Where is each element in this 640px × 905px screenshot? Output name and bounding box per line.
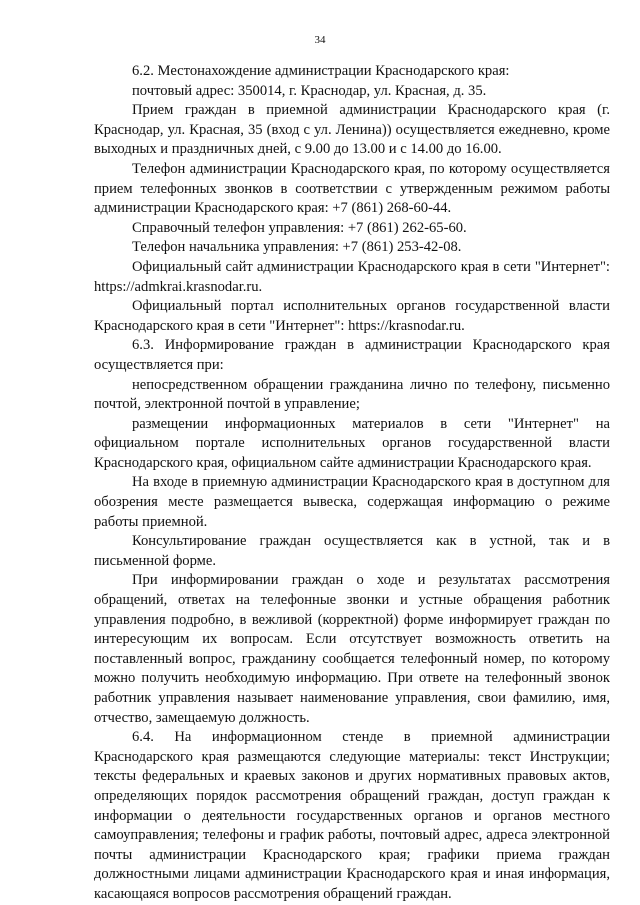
paragraph-6-2-heading: 6.2. Местонахождение администрации Краснодарского края:: [132, 63, 510, 79]
paragraph-official-site: Официальный сайт администрации Краснодарского края в сети "Интернет": https://admkrai.krasnodar.ru.: [94, 258, 610, 295]
paragraph-official-portal: Официальный портал исполнительных органов государственной власти Краснодарского края в сети "Интернет": https://krasnodar.ru.: [94, 298, 610, 334]
paragraph-informing-procedure: При информировании граждан о ходе и результатах рассмотрения обращений, ответах на телефонные звонки и устные обращения работник управления подробно, в вежливой (корректной) форме информирует граждан по интересующим их вопросам. Если отсутствует возможность ответить на поставленный вопрос, гражданину сообщается телефонный номер, по которому можно получить необходимую информацию. При ответе на телефонный звонок работник управления называет наименование управления, свои фамилию, имя, отчество, замещаемую должность.: [94, 572, 610, 726]
paragraph-reference-phone: Справочный телефон управления: +7 (861) 262-65-60.: [132, 219, 467, 236]
paragraph-head-phone: Телефон начальника управления: +7 (861) 253-42-08.: [132, 239, 462, 256]
paragraph-postal-address: почтовый адрес: 350014, г. Краснодар, ул. Красная, д. 35.: [132, 82, 487, 99]
paragraph-entrance-sign: На входе в приемную администрации Краснодарского края в доступном для обозрения месте размещается вывеска, содержащая информацию о режиме работы приемной.: [94, 474, 610, 530]
paragraph-consulting-form: Консультирование граждан осуществляется как в устной, так и в письменной форме.: [94, 533, 610, 569]
paragraph-6-3-heading: 6.3. Информирование граждан в администрации Краснодарского края осуществляется при:: [94, 337, 610, 373]
document-body: [94, 62, 610, 905]
page-number: 34: [314, 34, 326, 46]
paragraph-reception-hours: Прием граждан в приемной администрации Краснодарского края (г. Краснодар, ул. Красная, 35 (вход с ул. Ленина)) осуществляется ежедневно, кроме выходных и праздничных дней, с 9.00 до 13.00 и с 14.00 до 16.00.: [94, 102, 610, 158]
paragraph-administration-phone: Телефон администрации Краснодарского края, по которому осуществляется прием телефонных звонков в соответствии с утвержденным режимом работы администрации Краснодарского края: +7 (861) 268-60-44.: [94, 160, 610, 217]
paragraph-6-4-info-stand: 6.4. На информационном стенде в приемной администрации Краснодарского края размещаются следующие материалы: текст Инструкции; тексты федеральных и краевых законов и других нормативных правовых актов, определяющих порядок рассмотрения обращений граждан, доступ граждан к информации о деятельности государственных органов и органов местного самоуправления; телефоны и график работы, почтовый адрес, адреса электронной почты администрации Краснодарского края; графики приема граждан должностными лицами администрации Краснодарского края и иная информация, касающаяся вопросов рассмотрения обращений граждан.: [94, 729, 610, 902]
paragraph-direct-request: непосредственном обращении гражданина лично по телефону, письменно почтой, электронной почтой в управление;: [94, 376, 610, 413]
paragraph-internet-materials: размещении информационных материалов в сети "Интернет" на официальном портале исполнительных органов государственной власти Краснодарского края, официальном сайте администрации Краснодарского края.: [94, 415, 610, 471]
